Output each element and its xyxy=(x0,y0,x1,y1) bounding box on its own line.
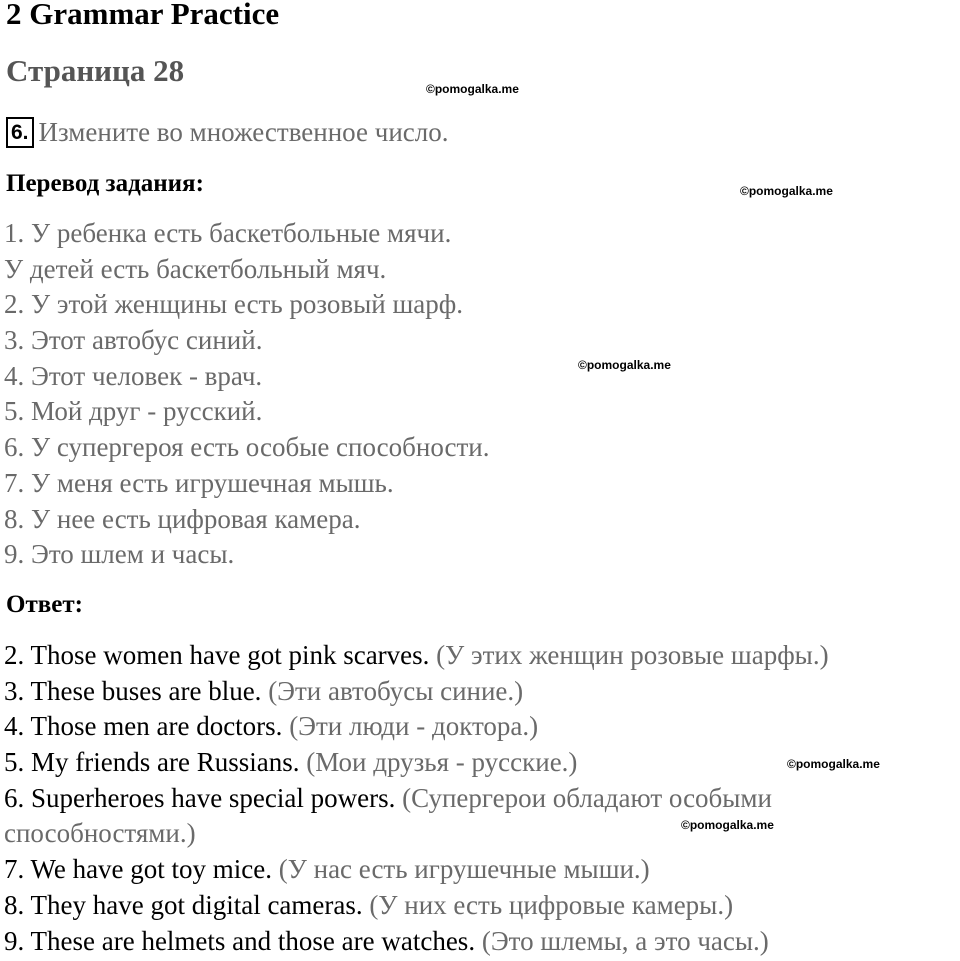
answer-english: 8. They have got digital cameras. xyxy=(4,889,363,920)
answer-line xyxy=(4,888,829,924)
answer-russian: способностями.) xyxy=(4,818,196,849)
answer-list xyxy=(4,638,829,959)
task-instruction: Измените во множественное число. xyxy=(38,117,449,147)
answer-line xyxy=(4,638,829,674)
answer-english: 2. Those women have got pink scarves. xyxy=(4,640,430,670)
task-header xyxy=(6,117,449,151)
translation-line: 3. Этот автобус синий. xyxy=(4,325,263,356)
answer-line xyxy=(4,816,829,852)
answer-english: 3. These buses are blue. xyxy=(4,675,262,706)
answer-russian: (Мои друзья - русские.) xyxy=(299,747,578,778)
answer-label: Ответ: xyxy=(6,591,83,618)
answer-russian: (Это шлемы, а это часы.) xyxy=(475,925,769,956)
answer-russian: (У них есть цифровые камеры.) xyxy=(362,889,734,920)
answer-line xyxy=(4,674,829,710)
translation-line: 5. Мой друг - русский. xyxy=(4,396,263,427)
answer-russian: (У нас есть игрушечные мыши.) xyxy=(272,854,650,885)
answer-line xyxy=(4,709,829,745)
page-label: Страница 28 xyxy=(6,53,185,88)
answer-line xyxy=(4,745,829,781)
answer-russian: (Эти автобусы синие.) xyxy=(261,675,524,706)
translation-label: Перевод задания: xyxy=(6,170,204,197)
translation-line: 6. У супергероя есть особые способности. xyxy=(4,432,490,463)
translation-line: У детей есть баскетбольный мяч. xyxy=(4,253,387,284)
watermark: ©pomogalka.me xyxy=(578,358,671,372)
answer-russian: (У этих женщин розовые шарфы.) xyxy=(429,640,829,670)
watermark: ©pomogalka.me xyxy=(426,82,519,96)
task-number: 6. xyxy=(6,117,34,148)
translation-line: 7. У меня есть игрушечная мышь. xyxy=(4,467,394,498)
translation-line: 4. Этот человек - врач. xyxy=(4,360,263,391)
answer-english: 9. These are helmets and those are watches. xyxy=(4,925,476,956)
translation-line: 8. У нее есть цифровая камера. xyxy=(4,503,361,534)
watermark: ©pomogalka.me xyxy=(681,818,774,832)
answer-russian: (Эти люди - доктора.) xyxy=(282,711,539,742)
answer-english: 7. We have got toy mice. xyxy=(4,854,273,885)
answer-english: 4. Those men are doctors. xyxy=(4,711,283,742)
translation-line: 1. У ребенка есть баскетбольные мячи. xyxy=(4,218,452,248)
translation-line: 2. У этой женщины есть розовый шарф. xyxy=(4,289,464,320)
document-title: 2 Grammar Practice xyxy=(6,0,280,31)
answer-russian: (Супергерои обладают особыми xyxy=(395,782,772,813)
translation-line: 9. Это шлем и часы. xyxy=(4,539,235,570)
answer-english: 5. My friends are Russians. xyxy=(4,747,300,778)
answer-line xyxy=(4,924,829,960)
answer-line xyxy=(4,781,829,817)
answer-english: 6. Superheroes have special powers. xyxy=(4,782,396,813)
watermark: ©pomogalka.me xyxy=(787,757,880,771)
translation-list xyxy=(4,216,490,573)
answer-line xyxy=(4,852,829,888)
watermark: ©pomogalka.me xyxy=(740,184,833,198)
